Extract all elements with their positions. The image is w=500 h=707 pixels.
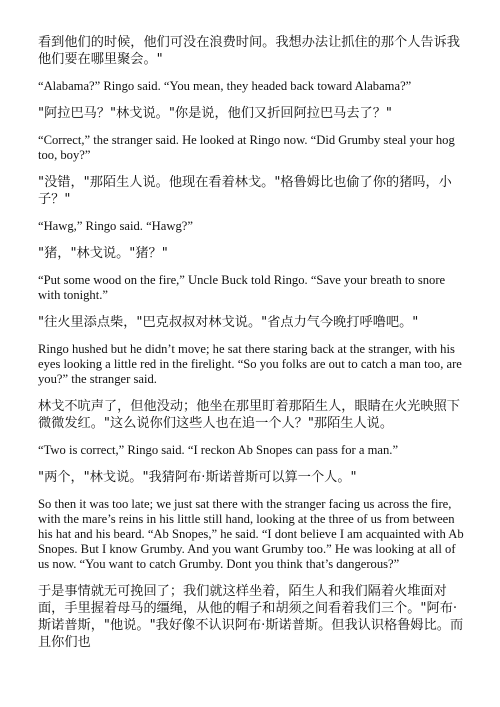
paragraph-english: “Alabama?” Ringo said. “You mean, they headed back toward Alabama?” bbox=[38, 79, 412, 93]
paragraph-chinese: "没错，"那陌生人说。他现在看着林戈。"格鲁姆比也偷了你的猪吗，小子？" bbox=[38, 175, 452, 207]
paragraph-chinese: 林戈不吭声了，但他没动；他坐在那里盯着那陌生人，眼睛在火光映照下微微发红。"这么说你们这些人也在追一个人？"那陌生人说。 bbox=[38, 399, 460, 431]
paragraph-chinese: "往火里添点柴，"巴克叔叔对林戈说。"省点力气今晚打呼噜吧。" bbox=[38, 315, 419, 330]
paragraph-english: “Correct,” the stranger said. He looked at Ringo now. “Did Grumby steal your hog too, boy?” bbox=[38, 133, 455, 162]
paragraph-chinese: "阿拉巴马？"林戈说。"你是说，他们又折回阿拉巴马去了？" bbox=[38, 106, 392, 121]
paragraph-chinese: 于是事情就无可挽回了；我们就这样坐着，陌生人和我们隔着火堆面对面，手里握着母马的缰绳，从他的帽子和胡须之间看着我们三个。"阿布·斯诺普斯，"他说。"我好像不认识阿布·斯诺普斯。但我认识格鲁姆比。而且你们也 bbox=[38, 584, 464, 650]
paragraph-chinese: "猪，"林戈说。"猪？" bbox=[38, 246, 168, 261]
paragraph-english: “Put some wood on the fire,” Uncle Buck told Ringo. “Save your breath to snore with tonight.” bbox=[38, 273, 446, 302]
paragraph-chinese: 看到他们的时候，他们可没在浪费时间。我想办法让抓住的那个人告诉我他们要在哪里聚会。" bbox=[38, 35, 460, 67]
paragraph-english: “Hawg,” Ringo said. “Hawg?” bbox=[38, 219, 193, 233]
paragraph-english: So then it was too late; we just sat there with the stranger facing us across the fire, with the mare’s reins in his little still hand, looking at the three of us from between his hat and his beard. “Ab Snopes,” he said. “I dont believe I am acquainted with Ab Snopes. But I know Grumby. And you want Grumby too.” He was looking at all of us now. “You want to catch Grumby. Dont you think that’s dangerous?” bbox=[38, 497, 464, 571]
paragraph-chinese: "两个，"林戈说。"我猜阿布·斯诺普斯可以算一个人。" bbox=[38, 470, 357, 485]
document-page bbox=[38, 34, 466, 662]
paragraph-english: Ringo hushed but he didn’t move; he sat there staring back at the stranger, with his eyes looking a little red in the firelight. “So you folks are out to catch a man too, are you?” the stranger said. bbox=[38, 342, 462, 386]
paragraph-english: “Two is correct,” Ringo said. “I reckon Ab Snopes can pass for a man.” bbox=[38, 443, 399, 457]
